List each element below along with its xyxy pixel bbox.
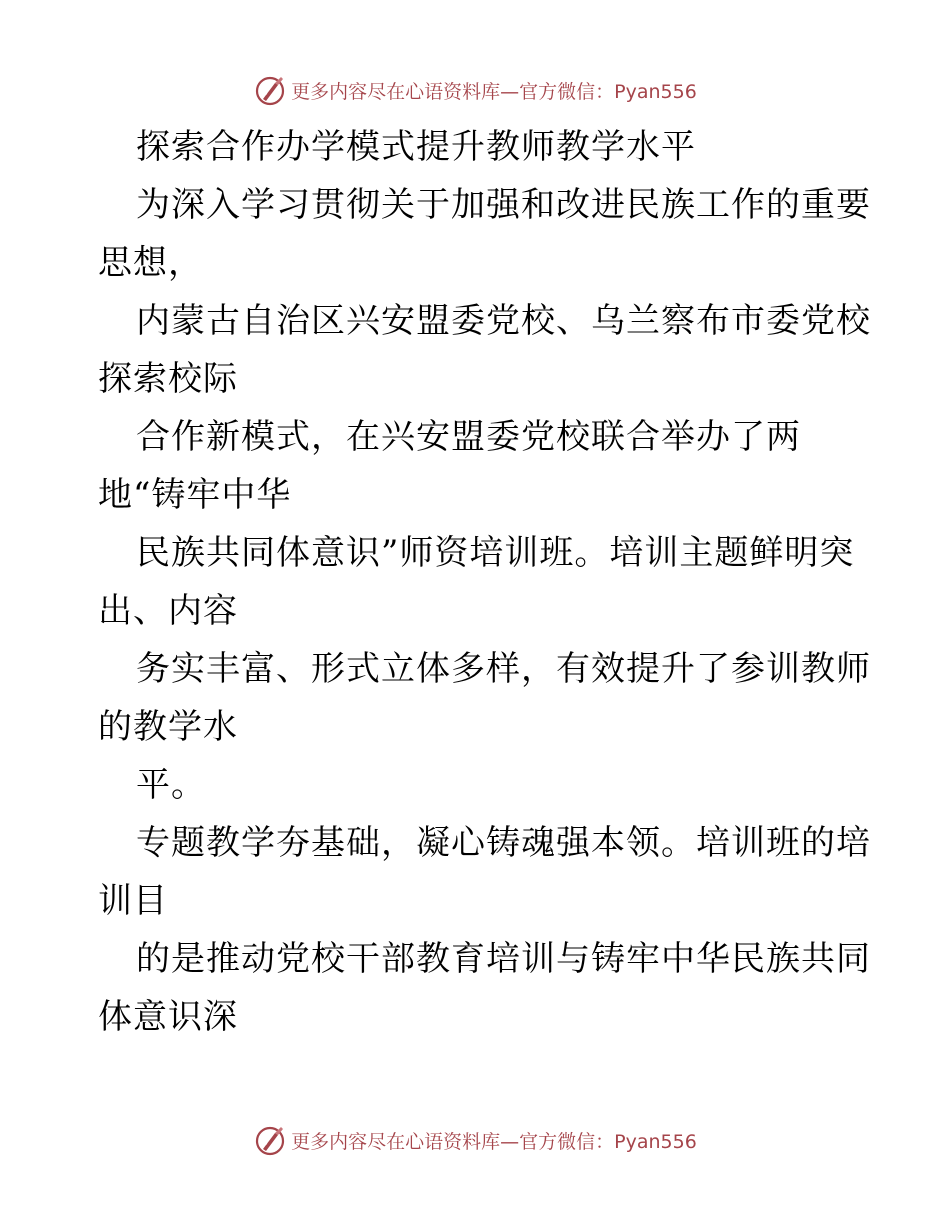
text-line: 为深入学习贯彻关于加强和改进民族工作的重要 <box>136 185 871 225</box>
text-line: 民族共同体意识”师资培训班。培训主题鲜明突 <box>136 533 855 573</box>
header-banner <box>0 70 950 110</box>
text-line: 务实丰富、形式立体多样，有效提升了参训教师 <box>136 649 871 689</box>
text-line: 体意识深 <box>98 997 238 1037</box>
document-body <box>98 118 871 1046</box>
banner-text: 更多内容尽在心语资料库—官方微信：Pyan556 <box>291 80 697 103</box>
text-line: 的是推动党校干部教育培训与铸牢中华民族共同 <box>136 939 871 979</box>
text-line: 的教学水 <box>98 707 238 747</box>
text-line: 思想， <box>98 243 203 283</box>
text-line: 探索合作办学模式提升教师教学水平 <box>136 127 696 167</box>
footer-banner <box>0 1120 950 1160</box>
banner-text: 更多内容尽在心语资料库—官方微信：Pyan556 <box>291 1130 697 1153</box>
text-line: 平。 <box>136 765 206 805</box>
text-line: 专题教学夯基础，凝心铸魂强本领。培训班的培 <box>136 823 871 863</box>
text-line: 内蒙古自治区兴安盟委党校、乌兰察布市委党校 <box>136 301 871 341</box>
text-line: 出、内容 <box>98 591 238 631</box>
quill-pen-icon <box>253 73 287 107</box>
text-line: 合作新模式，在兴安盟委党校联合举办了两 <box>136 417 801 457</box>
quill-pen-icon <box>253 1123 287 1157</box>
text-line: 地“铸牢中华 <box>98 475 292 515</box>
text-line: 训目 <box>98 881 168 921</box>
text-line: 探索校际 <box>98 359 238 399</box>
